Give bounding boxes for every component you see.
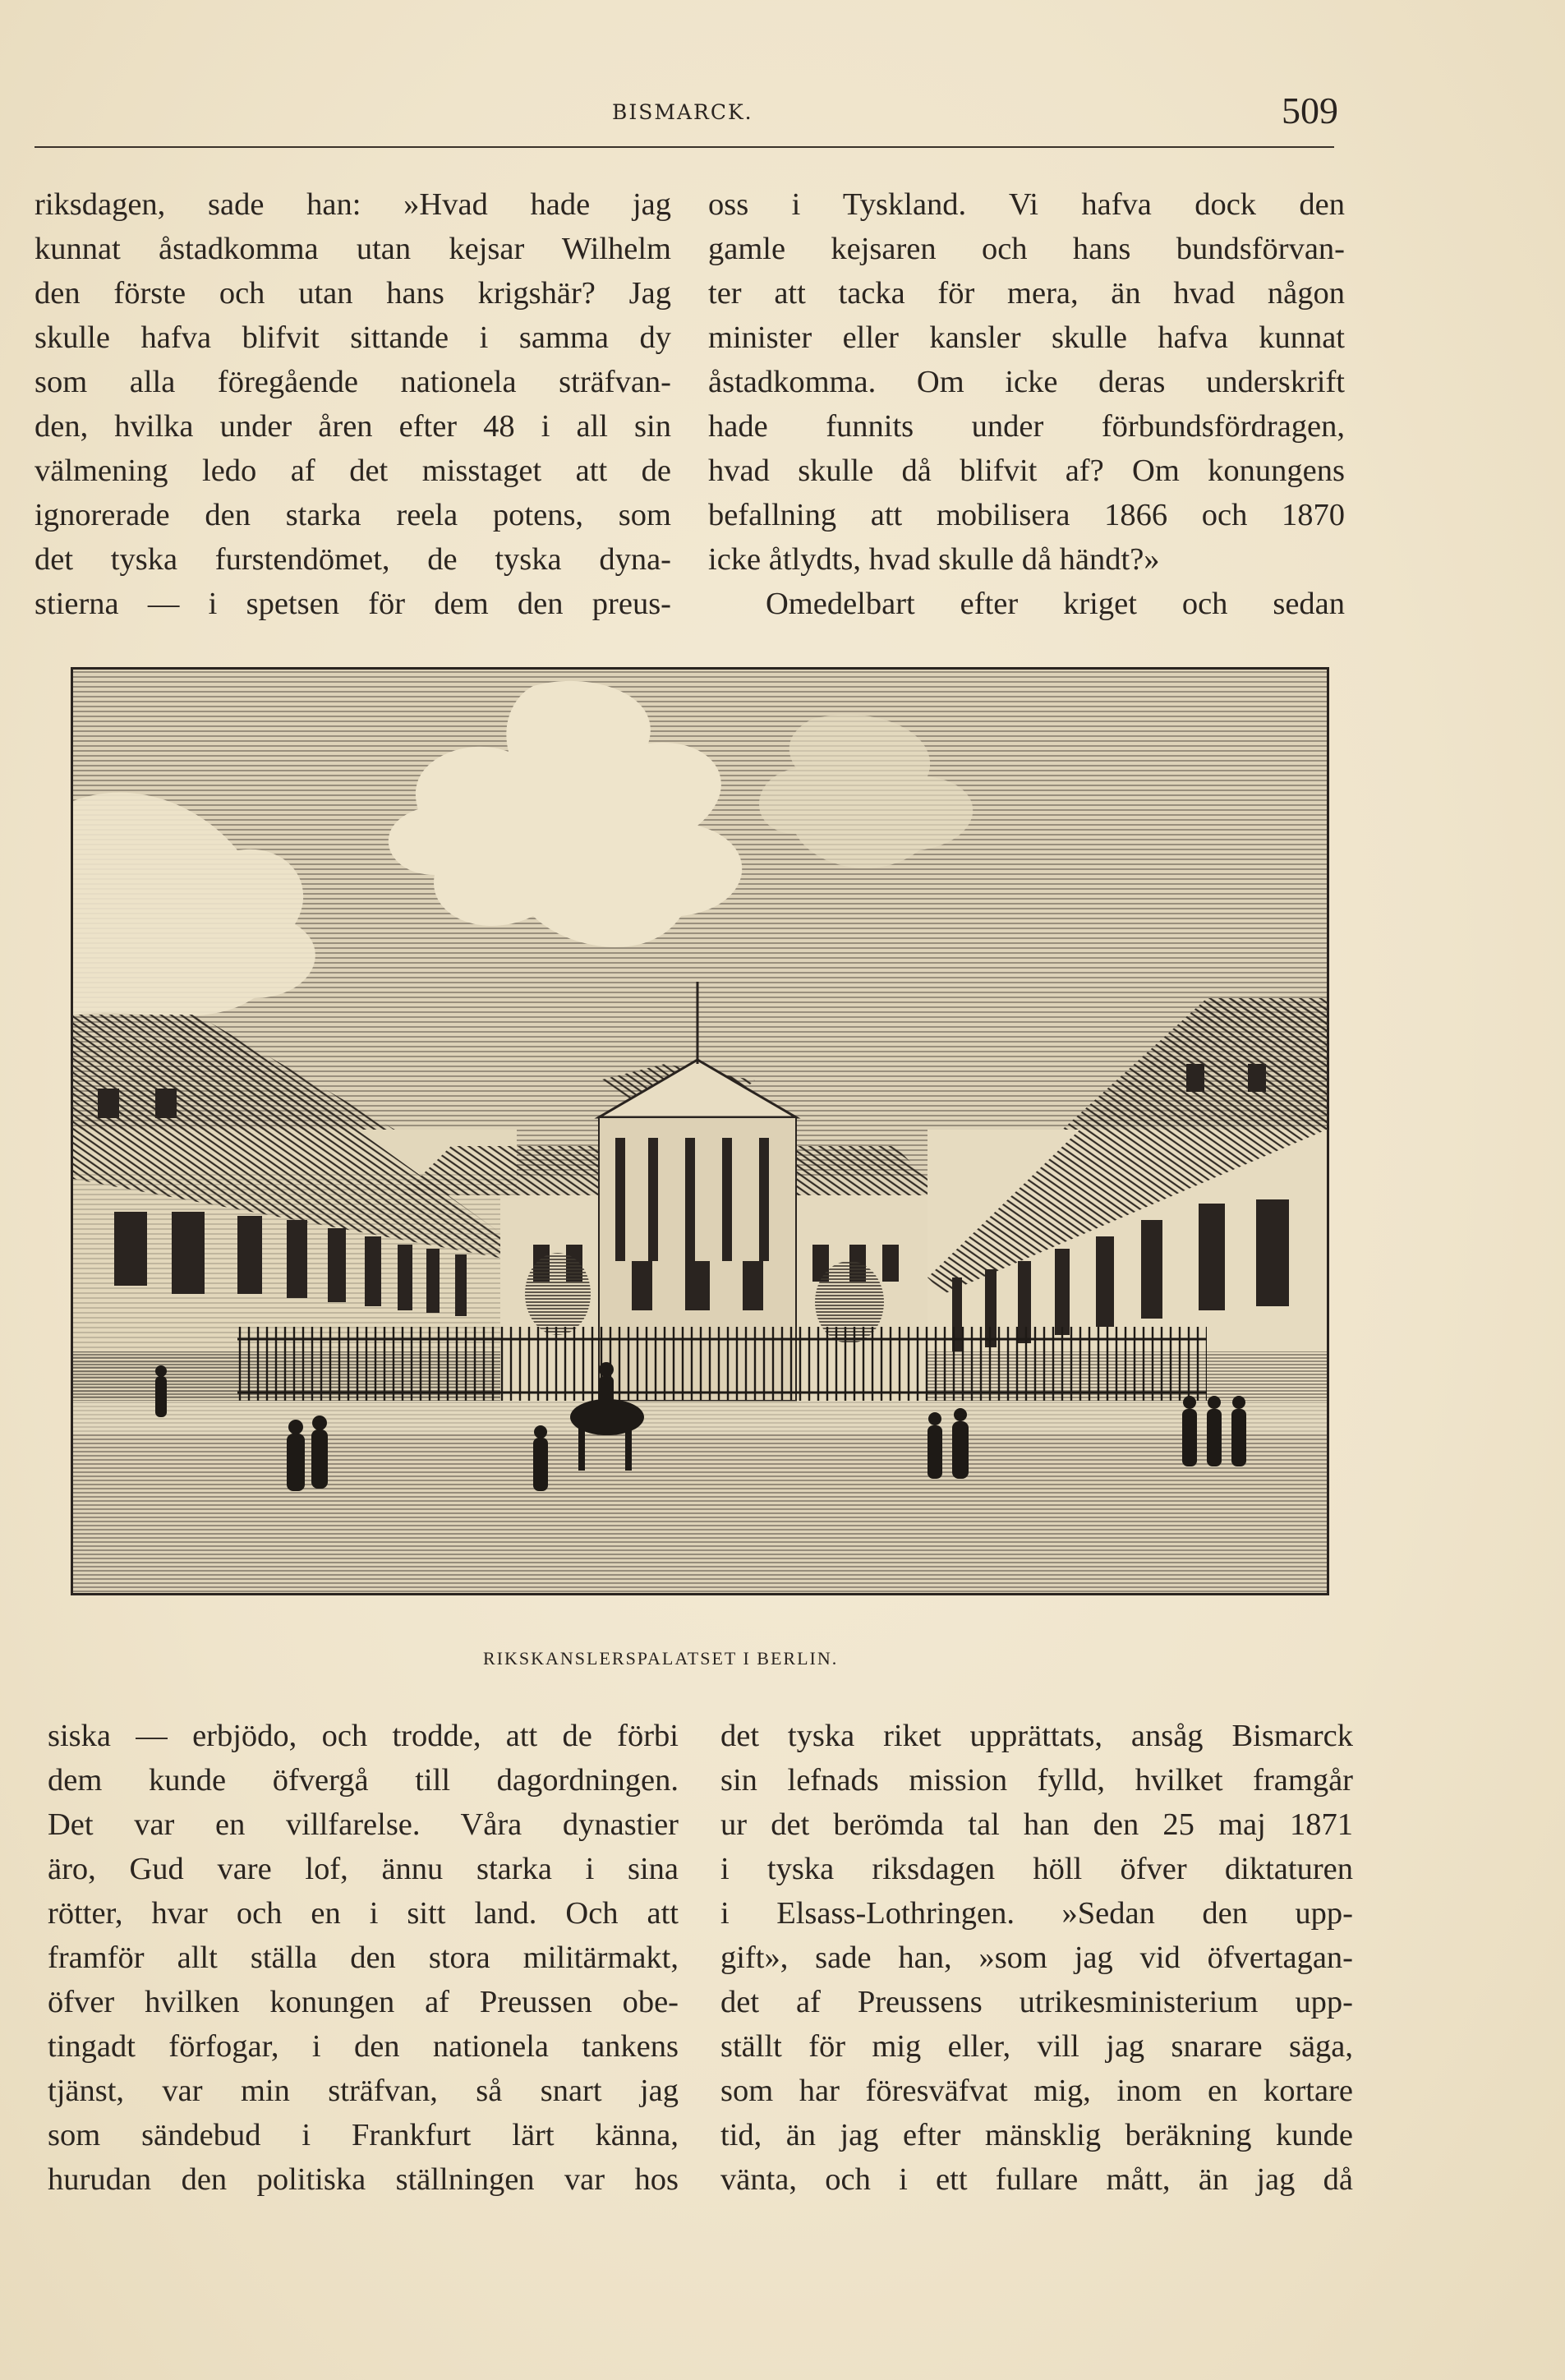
text-line: Det var en villfarelse. Våra dynastier <box>48 1807 679 1842</box>
text-line: icke åtlydts, hvad skulle då händt?» <box>708 542 1160 577</box>
text-line: ignorerade den starka reela potens, som <box>35 498 671 532</box>
text-line: den, hvilka under åren efter 48 i all sin <box>35 409 671 444</box>
text-line: tjänst, var min sträfvan, så snart jag <box>48 2074 679 2108</box>
text-line: hurudan den politiska ställningen var hos <box>48 2162 679 2197</box>
text-line: stierna — i spetsen för dem den preus- <box>35 587 671 621</box>
text-column-bottom-right <box>720 1714 1353 2202</box>
text-line: hade funnits under förbundsfördragen, <box>708 409 1345 444</box>
text-line: åstadkomma. Om icke deras underskrift <box>708 365 1345 399</box>
text-line: Omedelbart efter kriget och sedan <box>766 587 1345 621</box>
text-line: rötter, hvar och en i sitt land. Och att <box>48 1896 679 1931</box>
text-line: i Elsass-Lothringen. »Sedan den upp- <box>720 1896 1353 1931</box>
text-line: sin lefnads mission fylld, hvilket framgår <box>720 1763 1353 1798</box>
text-line: gamle kejsaren och hans bundsförvan- <box>708 232 1345 266</box>
figure-caption: RIKSKANSLERSPALATSET I BERLIN. <box>483 1648 839 1669</box>
text-column-top-right <box>708 182 1345 626</box>
text-line: som sändebud i Frankfurt lärt känna, <box>48 2118 679 2152</box>
text-line: vänta, och i ett fullare mått, än jag då <box>720 2162 1353 2197</box>
text-line: befallning att mobilisera 1866 och 1870 <box>708 498 1345 532</box>
text-line: öfver hvilken konungen af Preussen obe- <box>48 1985 679 2019</box>
text-line: hvad skulle då blifvit af? Om konungens <box>708 453 1345 488</box>
text-line: som har föresväfvat mig, inom en kortare <box>720 2074 1353 2108</box>
text-line: ur det berömda tal han den 25 maj 1871 <box>720 1807 1353 1842</box>
palace-engraving <box>73 670 1327 1593</box>
text-line: tingadt förfogar, i den nationela tankens <box>48 2029 679 2064</box>
text-line: siska — erbjödo, och trodde, att de förbi <box>48 1719 679 1753</box>
text-line: det tyska riket upprättats, ansåg Bismarck <box>720 1719 1353 1753</box>
text-line: ställt för mig eller, vill jag snarare säga, <box>720 2029 1353 2064</box>
text-column-top-left <box>35 182 671 626</box>
text-line: det tyska furstendömet, de tyska dyna- <box>35 542 671 577</box>
text-line: framför allt ställa den stora militärmakt, <box>48 1940 679 1975</box>
page-number: 509 <box>1282 90 1338 131</box>
text-line: ter att tacka för mera, än hvad någon <box>708 276 1345 311</box>
text-column-bottom-left <box>48 1714 679 2202</box>
running-title: BISMARCK. <box>612 100 753 124</box>
text-line: det af Preussens utrikesministerium upp- <box>720 1985 1353 2019</box>
text-line: välmening ledo af det misstaget att de <box>35 453 671 488</box>
text-line: dem kunde öfvergå till dagordningen. <box>48 1763 679 1798</box>
engraving-illustration <box>71 667 1329 1595</box>
text-line: kunnat åstadkomma utan kejsar Wilhelm <box>35 232 671 266</box>
text-line: äro, Gud vare lof, ännu starka i sina <box>48 1852 679 1886</box>
text-line: gift», sade han, »som jag vid öfvertagan- <box>720 1940 1353 1975</box>
text-line: i tyska riksdagen höll öfver diktaturen <box>720 1852 1353 1886</box>
text-line: den förste och utan hans krigshär? Jag <box>35 276 671 311</box>
text-line: skulle hafva blifvit sittande i samma dy <box>35 320 671 355</box>
text-line: minister eller kansler skulle hafva kunnat <box>708 320 1345 355</box>
text-line: som alla föregående nationela sträfvan- <box>35 365 671 399</box>
text-line: oss i Tyskland. Vi hafva dock den <box>708 187 1345 222</box>
header-rule <box>35 146 1334 148</box>
text-line: riksdagen, sade han: »Hvad hade jag <box>35 187 671 222</box>
text-line: tid, än jag efter mänsklig beräkning kunde <box>720 2118 1353 2152</box>
